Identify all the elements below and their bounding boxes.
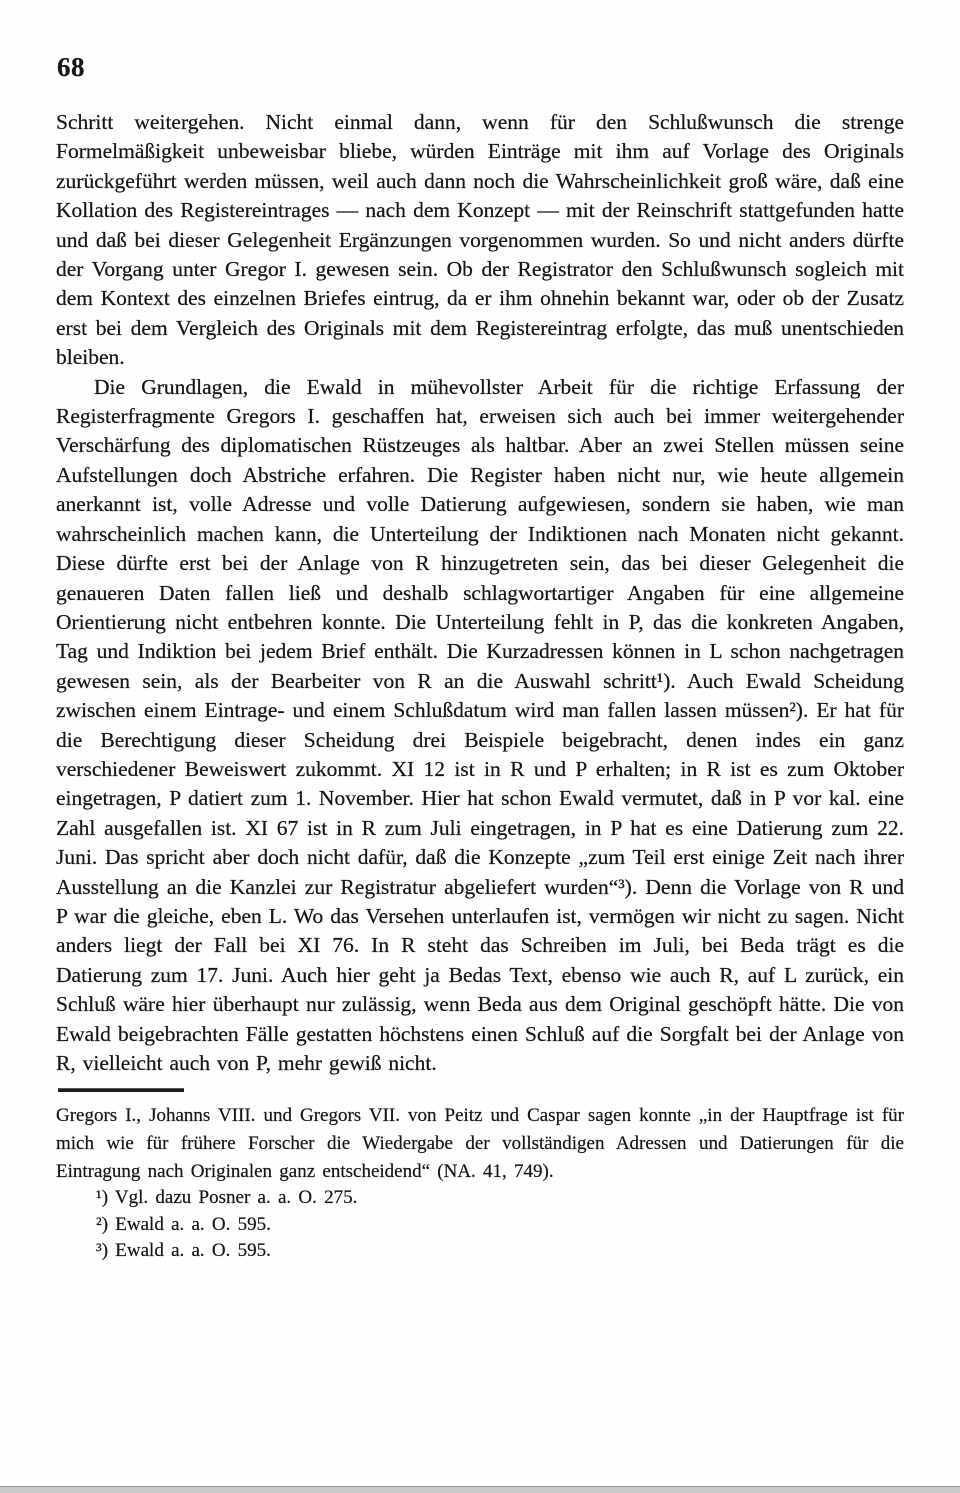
footnote-item: ²) Ewald a. a. O. 595. [96,1213,271,1235]
body-paragraph: Schritt weitergehen. Nicht einmal dann, wenn für den Schlußwunsch die strenge Formelmäßigkeit unbeweisbar bliebe, würden Einträge mit ihm auf Vorlage des Originals zurückgeführt werden müssen, weil auch dann noch die Wahrscheinlichkeit groß wäre, daß eine Kollation des Registereintrages — nach dem Konzept — mit der Reinschrift stattgefunden hatte und daß bei dieser Gelegenheit Ergänzungen vorgenommen wurden. So und nicht anders dürfte der Vorgang unter Gregor I. gewesen sein. Ob der Registrator den Schlußwunsch sogleich mit dem Kontext des einzelnen Briefes eintrug, da er ihm ohnehin bekannt war, oder ob der Zusatz erst bei dem Vergleich des Originals mit dem Registereintrag erfolgte, das muß unentschieden bleiben. [56,110,904,370]
scan-bottom-edge [0,1486,960,1493]
page-content [56,108,904,1265]
body-paragraph: Die Grundlagen, die Ewald in mühevollster Arbeit für die richtige Erfassung der Registerfragmente Gregors I. geschaffen hat, erweisen sich auch bei immer weitergehender Verschärfung des diplomatischen Rüstzeuges als haltbar. Aber an zwei Stellen müssen seine Aufstellungen doch Abstriche erfahren. Die Register haben nicht nur, wie heute allgemein anerkannt ist, volle Adresse und volle Datierung aufgewiesen, sondern sie haben, wie man wahrscheinlich machen kann, die Unterteilung der Indiktionen nach Monaten nicht gekannt. Diese dürfte erst bei der Anlage von R hinzugetreten sein, das bei dieser Gelegenheit die genaueren Daten fallen ließ und deshalb schlagwortartiger Angaben für eine allgemeine Orientierung nicht entbehren konnte. Die Unterteilung fehlt in P, das die konkreten Angaben, Tag und Indiktion bei jedem Brief enthält. Die Kurzadressen können in L schon nachgetragen gewesen sein, als der Bearbeiter von R an die Auswahl schritt¹). Auch Ewald Scheidung zwischen einem Eintrage- und einem Schlußdatum wird man fallen lassen müssen²). Er hat für die Berechtigung dieser Scheidung drei Beispiele beigebracht, denen indes ein ganz verschiedener Beweiswert zukommt. XI 12 ist in R und P erhalten; in R ist es zum Oktober eingetragen, P datiert zum 1. November. Hier hat schon Ewald vermutet, daß in P vor kal. eine Zahl ausgefallen ist. XI 67 ist in R zum Juli eingetragen, in P hat es eine Datierung zum 22. Juni. Das spricht aber doch nicht dafür, daß die Konzepte „zum Teil erst einige Zeit nach ihrer Ausstellung an die Kanzlei zur Registratur abgeliefert wurden“³). Denn die Vorlage von R und P war die gleiche, eben L. Wo das Versehen unterlaufen ist, vermögen wir nicht zu sagen. Nicht anders liegt der Fall bei XI 76. In R steht das Schreiben im Juli, bei Beda trägt es die Datierung zum 17. Juni. Auch hier geht ja Bedas Text, ebenso wie auch R, auf L zurück, ein Schluß wäre hier überhaupt nur zulässig, wenn Beda aus dem Original geschöpft hätte. Die von Ewald beigebrachten Fälle gestatten höchstens einen Schluß auf die Sorgfalt bei der Anlage von R, vielleicht auch von P, mehr gewiß nicht. [56,374,904,1075]
main-text-block [56,108,904,1078]
footnote-item: ¹) Vgl. dazu Posner a. a. O. 275. [96,1187,358,1209]
page-number: 68 [57,52,85,82]
footnote-items [56,1185,904,1265]
footnotes-section [56,1102,904,1264]
footnote-continuation: Gregors I., Johanns VIII. und Gregors VII. von Peitz und Caspar sagen konnte „in der Hauptfrage ist für mich wie für frühere Forscher die Wiedergabe der vollständigen Adressen und Datierungen für die Eintragung nach Originalen ganz entscheidend“ (NA. 41, 749). [56,1105,904,1182]
footnote-separator-rule [58,1088,184,1092]
footnote-item: ³) Ewald a. a. O. 595. [96,1240,271,1262]
